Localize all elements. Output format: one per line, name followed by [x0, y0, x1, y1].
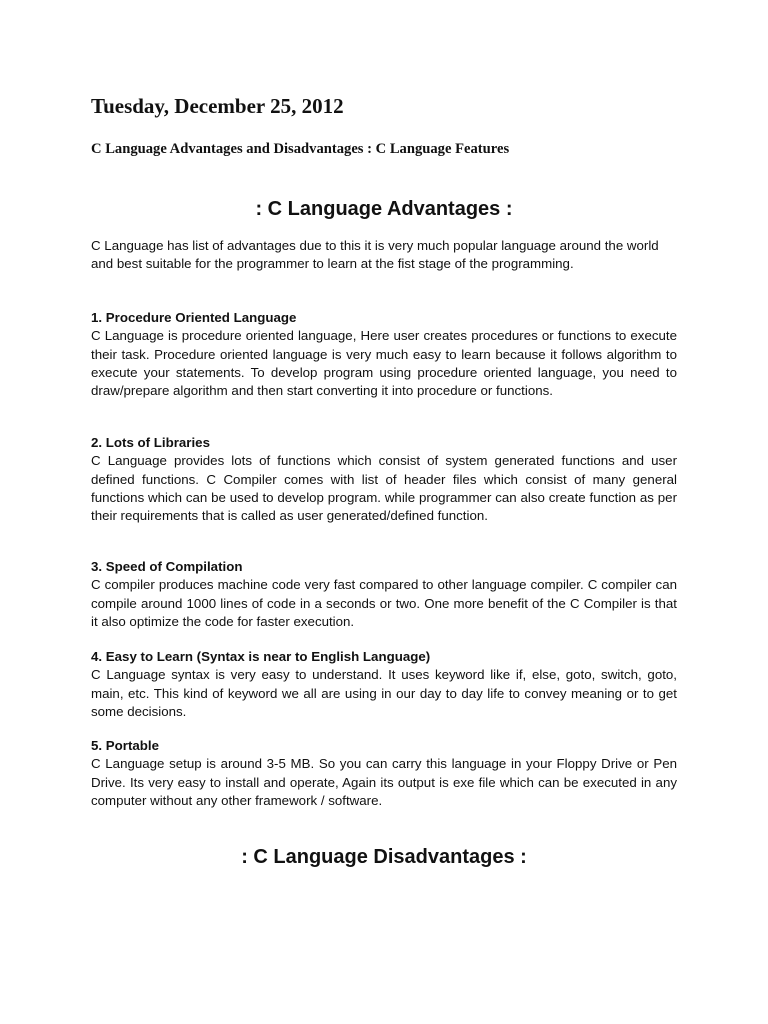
advantage-item-libraries [91, 434, 677, 525]
advantage-heading: 1. Procedure Oriented Language [91, 310, 297, 325]
advantage-item-portable [91, 737, 677, 810]
post-title: C Language Advantages and Disadvantages : C Language Features [91, 141, 510, 157]
advantage-text: C Language provides lots of functions which consist of system generated functions and user defined functions. C Compiler comes with list of header files which consist of many general functions which can be used to develop program. while programmer can also create function as per their requirements that is called as user generated/defined function. [91, 453, 677, 524]
advantage-item-compilation-speed [91, 558, 677, 631]
advantage-item-procedure-oriented [91, 309, 677, 400]
post-date: Tuesday, December 25, 2012 [91, 94, 344, 118]
advantages-heading: : C Language Advantages : [255, 198, 513, 220]
advantage-text: C Language is procedure oriented language, Here user creates procedures or functions to execute their task. Procedure oriented language is very much easy to learn because it follows algorithm to execute your statements. To develop program using procedure oriented language, you need to draw/prepare algorithm and then start converting it into procedure or functions. [91, 328, 677, 399]
advantage-heading: 2. Lots of Libraries [91, 435, 210, 450]
advantage-heading: 4. Easy to Learn (Syntax is near to English Language) [91, 649, 431, 664]
advantage-text: C compiler produces machine code very fast compared to other language compiler. C compiler can compile around 1000 lines of code in a seconds or two. One more benefit of the C Compiler is that it also optimize the code for faster execution. [91, 577, 677, 629]
disadvantages-heading: : C Language Disadvantages : [241, 846, 527, 868]
advantage-text: C Language setup is around 3-5 MB. So you can carry this language in your Floppy Drive or Pen Drive. Its very easy to install and operate, Again its output is exe file which can be executed in any computer without any other framework / software. [91, 756, 677, 808]
intro-paragraph: C Language has list of advantages due to this it is very much popular language around the world and best suitable for the programmer to learn at the fist stage of the programming. [91, 238, 659, 272]
advantage-heading: 5. Portable [91, 738, 159, 753]
advantage-text: C Language syntax is very easy to understand. It uses keyword like if, else, goto, switch, goto, main, etc. This kind of keyword we all are using in our day to day life to convey meaning or to get some decisions. [91, 667, 677, 719]
advantage-heading: 3. Speed of Compilation [91, 559, 243, 574]
advantage-item-easy-to-learn [91, 648, 677, 721]
